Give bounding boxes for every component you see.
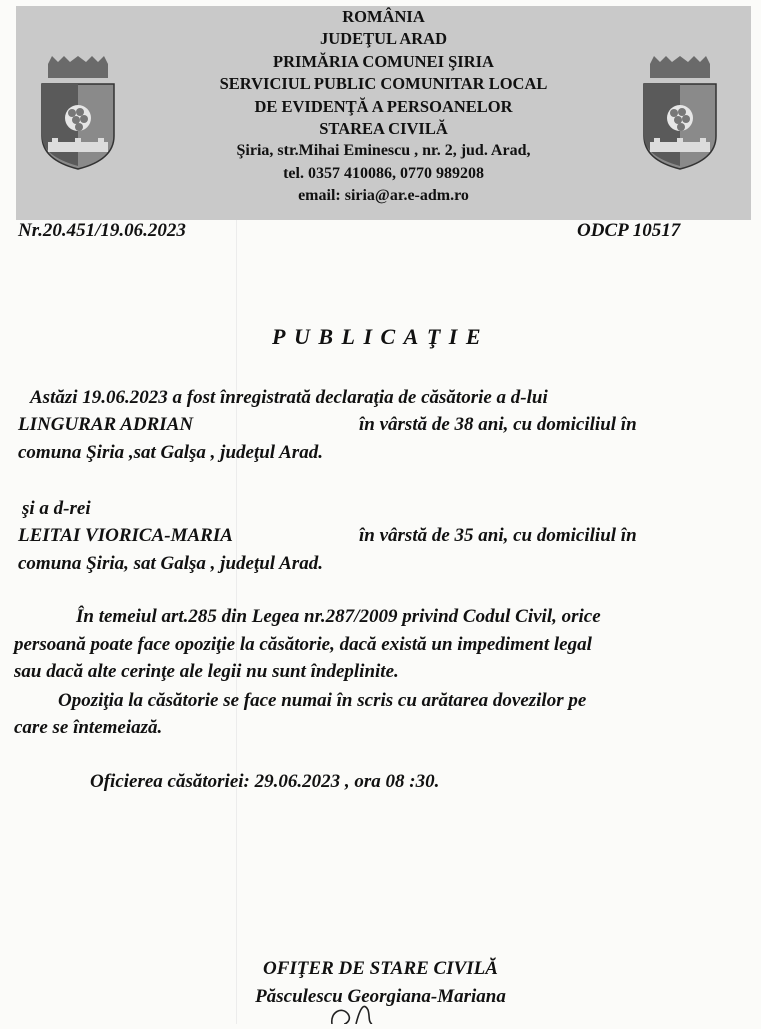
- legal-text-1: În temeiul art.285 din Legea nr.287/2009 privind Codul Civil, orice: [76, 606, 601, 627]
- bride-address: comuna Şiria, sat Galşa , judeţul Arad.: [18, 553, 323, 574]
- ceremony-date: Oficierea căsătoriei: 29.06.2023 , ora 08 :30.: [90, 771, 440, 792]
- address-line: Şiria, str.Mihai Eminescu , nr. 2, jud. Arad,: [236, 142, 531, 160]
- letterhead-text: [146, 6, 621, 208]
- groom-address: comuna Şiria ,sat Galşa , judeţul Arad.: [18, 442, 323, 463]
- coat-of-arms-left: [38, 56, 118, 171]
- bride-name: LEITAI VIORICA-MARIA: [18, 525, 233, 546]
- signatory-role: OFIŢER DE STARE CIVILĂ: [263, 958, 498, 979]
- document-title: PUBLICAŢIE: [272, 324, 490, 349]
- groom-intro: Astăzi 19.06.2023 a fost înregistrată declaraţia de căsătorie a d-lui: [30, 387, 548, 408]
- registration-number: Nr.20.451/19.06.2023: [18, 220, 186, 241]
- country-line: ROMÂNIA: [342, 7, 425, 26]
- civil-status-line: STAREA CIVILĂ: [319, 119, 448, 139]
- letterhead: [16, 6, 751, 220]
- bride-intro: şi a d-rei: [22, 498, 91, 519]
- coat-of-arms-right: [640, 56, 720, 171]
- legal-text-4: Opoziţia la căsătorie se face numai în scris cu arătarea dovezilor pe: [58, 690, 587, 711]
- service-line-1: SERVICIUL PUBLIC COMUNITAR LOCAL: [219, 74, 548, 94]
- bride-age: în vârstă de 35 ani, cu domiciliul în: [359, 525, 637, 546]
- county-line: JUDEŢUL ARAD: [320, 29, 447, 49]
- groom-age: în vârstă de 38 ani, cu domiciliul în: [359, 414, 637, 435]
- legal-text-5: care se întemeiază.: [14, 717, 163, 738]
- email-line: email: siria@ar.e-adm.ro: [298, 187, 469, 205]
- phone-line: tel. 0357 410086, 0770 989208: [283, 164, 484, 182]
- groom-name: LINGURAR ADRIAN: [18, 414, 194, 435]
- town-hall-line: PRIMĂRIA COMUNEI ŞIRIA: [273, 51, 494, 71]
- legal-text-2: persoană poate face opoziţie la căsătorie, dacă există un impediment legal: [14, 634, 592, 655]
- service-line-2: DE EVIDENŢĂ A PERSOANELOR: [254, 96, 513, 116]
- signatory-name: Păsculescu Georgiana-Mariana: [255, 986, 506, 1007]
- signature-mark: [310, 1000, 400, 1029]
- odcp-code: ODCP 10517: [577, 220, 681, 241]
- legal-text-3: sau dacă alte cerinţe ale legii nu sunt îndeplinite.: [14, 661, 399, 682]
